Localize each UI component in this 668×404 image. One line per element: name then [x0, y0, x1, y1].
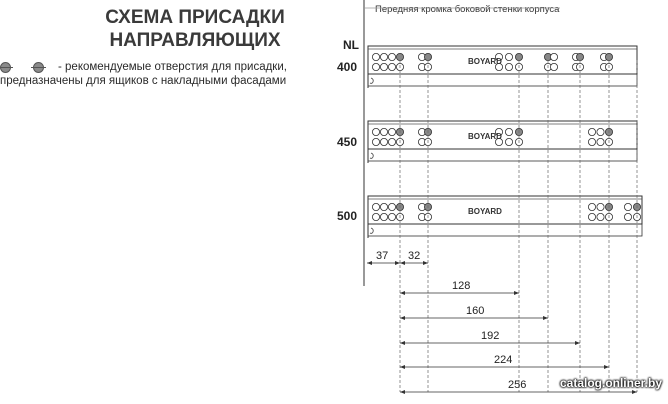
hole-icon — [550, 53, 557, 60]
rail-500 — [368, 196, 642, 238]
hole-icon — [505, 53, 512, 60]
dim-label: 32 — [408, 250, 421, 262]
rail-body — [368, 46, 637, 74]
dim-128 — [400, 280, 519, 295]
dim-224 — [400, 354, 609, 369]
hole-icon — [388, 138, 395, 145]
hole-icon — [550, 63, 557, 70]
hole-icon — [624, 213, 631, 220]
hole-icon — [597, 138, 604, 145]
hole-icon — [372, 63, 379, 70]
dim-32 — [400, 250, 428, 265]
dim-label: 37 — [376, 250, 389, 262]
dim-label: 192 — [481, 330, 500, 342]
hole-icon — [396, 53, 403, 60]
hole-icon — [380, 63, 387, 70]
rail-450 — [368, 121, 637, 163]
dim-label: 128 — [452, 280, 471, 292]
rail-lower — [368, 149, 637, 161]
hole-icon — [597, 213, 604, 220]
dim-label: 224 — [494, 354, 513, 366]
front-edge-note: Передняя кромка боковой стенки корпуса — [375, 4, 560, 15]
title-line-1: СХЕМА ПРИСАДКИ — [105, 7, 285, 28]
hole-icon — [605, 53, 612, 60]
rail-size-500: 500 — [337, 209, 358, 223]
hole-icon — [505, 138, 512, 145]
nl-label: NL — [343, 38, 359, 52]
dim-160 — [400, 305, 548, 320]
hole-icon — [372, 138, 379, 145]
rail-size-400: 400 — [337, 60, 358, 74]
hole-icon — [515, 53, 522, 60]
dim-192 — [400, 330, 580, 345]
hole-icon — [372, 213, 379, 220]
hole-icon — [372, 128, 379, 135]
watermark: catalog.onliner.by — [559, 376, 662, 390]
hole-icon — [372, 53, 379, 60]
rail-lower — [368, 74, 637, 86]
hole-icon — [588, 138, 595, 145]
dim-label: 160 — [466, 305, 485, 317]
logo: BOYARD — [468, 132, 502, 141]
hole-icon — [372, 203, 379, 210]
hole-icon — [588, 203, 595, 210]
hole-icon — [380, 128, 387, 135]
rail-body — [368, 121, 637, 149]
hole-icon — [388, 63, 395, 70]
title-line-2: НАПРАВЛЯЮЩИХ — [109, 30, 281, 51]
legend-text-2: предназначены для ящиков с накладными фасадами — [0, 75, 287, 87]
hole-icon — [380, 138, 387, 145]
hole-icon — [388, 203, 395, 210]
hole-icon — [388, 128, 395, 135]
hole-icon — [388, 53, 395, 60]
dim-label: 256 — [508, 379, 527, 391]
hole-icon — [588, 128, 595, 135]
hole-icon — [597, 128, 604, 135]
hole-icon — [380, 53, 387, 60]
rail-size-450: 450 — [337, 135, 358, 149]
hole-icon — [388, 213, 395, 220]
hole-icon — [380, 203, 387, 210]
logo: BOYARD — [468, 57, 502, 66]
hole-icon — [588, 213, 595, 220]
hole-icon — [597, 203, 604, 210]
hole-icon — [424, 53, 431, 60]
rail-lower — [368, 224, 642, 236]
dim-37 — [367, 250, 400, 265]
hole-icon — [505, 63, 512, 70]
hole-icon — [505, 128, 512, 135]
rail-400 — [368, 46, 637, 88]
logo: BOYARD — [468, 207, 502, 216]
hole-icon — [576, 53, 583, 60]
legend-text-1: - рекомендуемые отверстия для присадки, — [58, 61, 287, 73]
hole-icon — [380, 213, 387, 220]
hole-icon — [624, 203, 631, 210]
